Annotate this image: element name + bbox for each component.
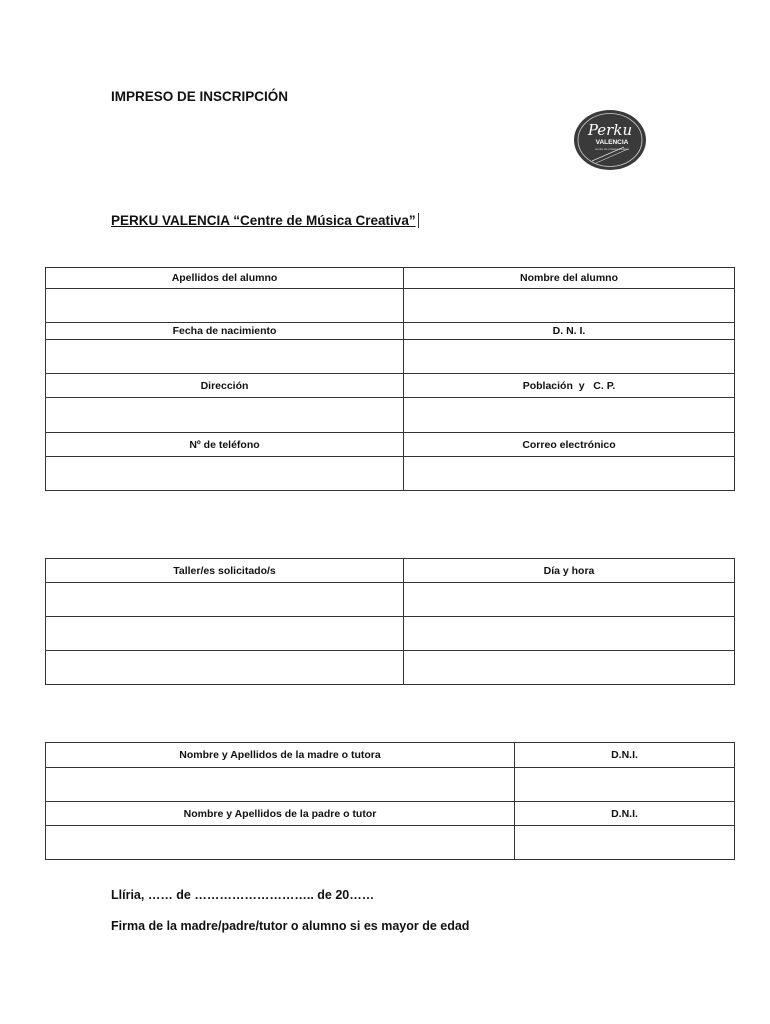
father-name-label: Nombre y Apellidos de la padre o tutor xyxy=(46,802,515,826)
schedule-field[interactable] xyxy=(404,617,735,651)
perku-logo xyxy=(572,109,648,171)
schedule-label: Día y hora xyxy=(404,559,735,583)
logo-name: Perku xyxy=(587,121,633,139)
father-dni-label: D.N.I. xyxy=(515,802,735,826)
date-line: Llíria, …… de ……………………….. de 20…… xyxy=(111,888,375,902)
document-subtitle: PERKU VALENCIA “Centre de Música Creativa” xyxy=(111,213,419,228)
surname-field[interactable] xyxy=(46,289,404,323)
logo-tagline: centre de música creativa xyxy=(594,147,630,151)
address-field[interactable] xyxy=(46,398,404,433)
phone-field[interactable] xyxy=(46,457,404,491)
name-label: Nombre del alumno xyxy=(404,268,735,289)
phone-label: Nº de teléfono xyxy=(46,433,404,457)
email-field[interactable] xyxy=(404,457,735,491)
workshop-label: Taller/es solicitado/s xyxy=(46,559,404,583)
surname-label: Apellidos del alumno xyxy=(46,268,404,289)
father-name-field[interactable] xyxy=(46,826,515,860)
email-label: Correo electrónico xyxy=(404,433,735,457)
workshop-field[interactable] xyxy=(46,617,404,651)
document-title: IMPRESO DE INSCRIPCIÓN xyxy=(111,89,289,104)
student-data-table xyxy=(45,267,735,491)
schedule-field[interactable] xyxy=(404,583,735,617)
workshop-field[interactable] xyxy=(46,583,404,617)
schedule-field[interactable] xyxy=(404,651,735,685)
dni-label: D. N. I. xyxy=(404,323,735,340)
mother-dni-label: D.N.I. xyxy=(515,743,735,768)
dni-field[interactable] xyxy=(404,340,735,374)
town-postcode-label: Población y C. P. xyxy=(404,374,735,398)
father-dni-field[interactable] xyxy=(515,826,735,860)
name-field[interactable] xyxy=(404,289,735,323)
mother-name-label: Nombre y Apellidos de la madre o tutora xyxy=(46,743,515,768)
birthdate-field[interactable] xyxy=(46,340,404,374)
parents-table xyxy=(45,742,735,860)
mother-name-field[interactable] xyxy=(46,768,515,802)
workshop-field[interactable] xyxy=(46,651,404,685)
signature-line: Firma de la madre/padre/tutor o alumno si es mayor de edad xyxy=(111,919,470,933)
town-postcode-field[interactable] xyxy=(404,398,735,433)
birthdate-label: Fecha de nacimiento xyxy=(46,323,404,340)
address-label: Dirección xyxy=(46,374,404,398)
workshop-table xyxy=(45,558,735,685)
mother-dni-field[interactable] xyxy=(515,768,735,802)
logo-sub: VALENCIA xyxy=(595,139,629,146)
